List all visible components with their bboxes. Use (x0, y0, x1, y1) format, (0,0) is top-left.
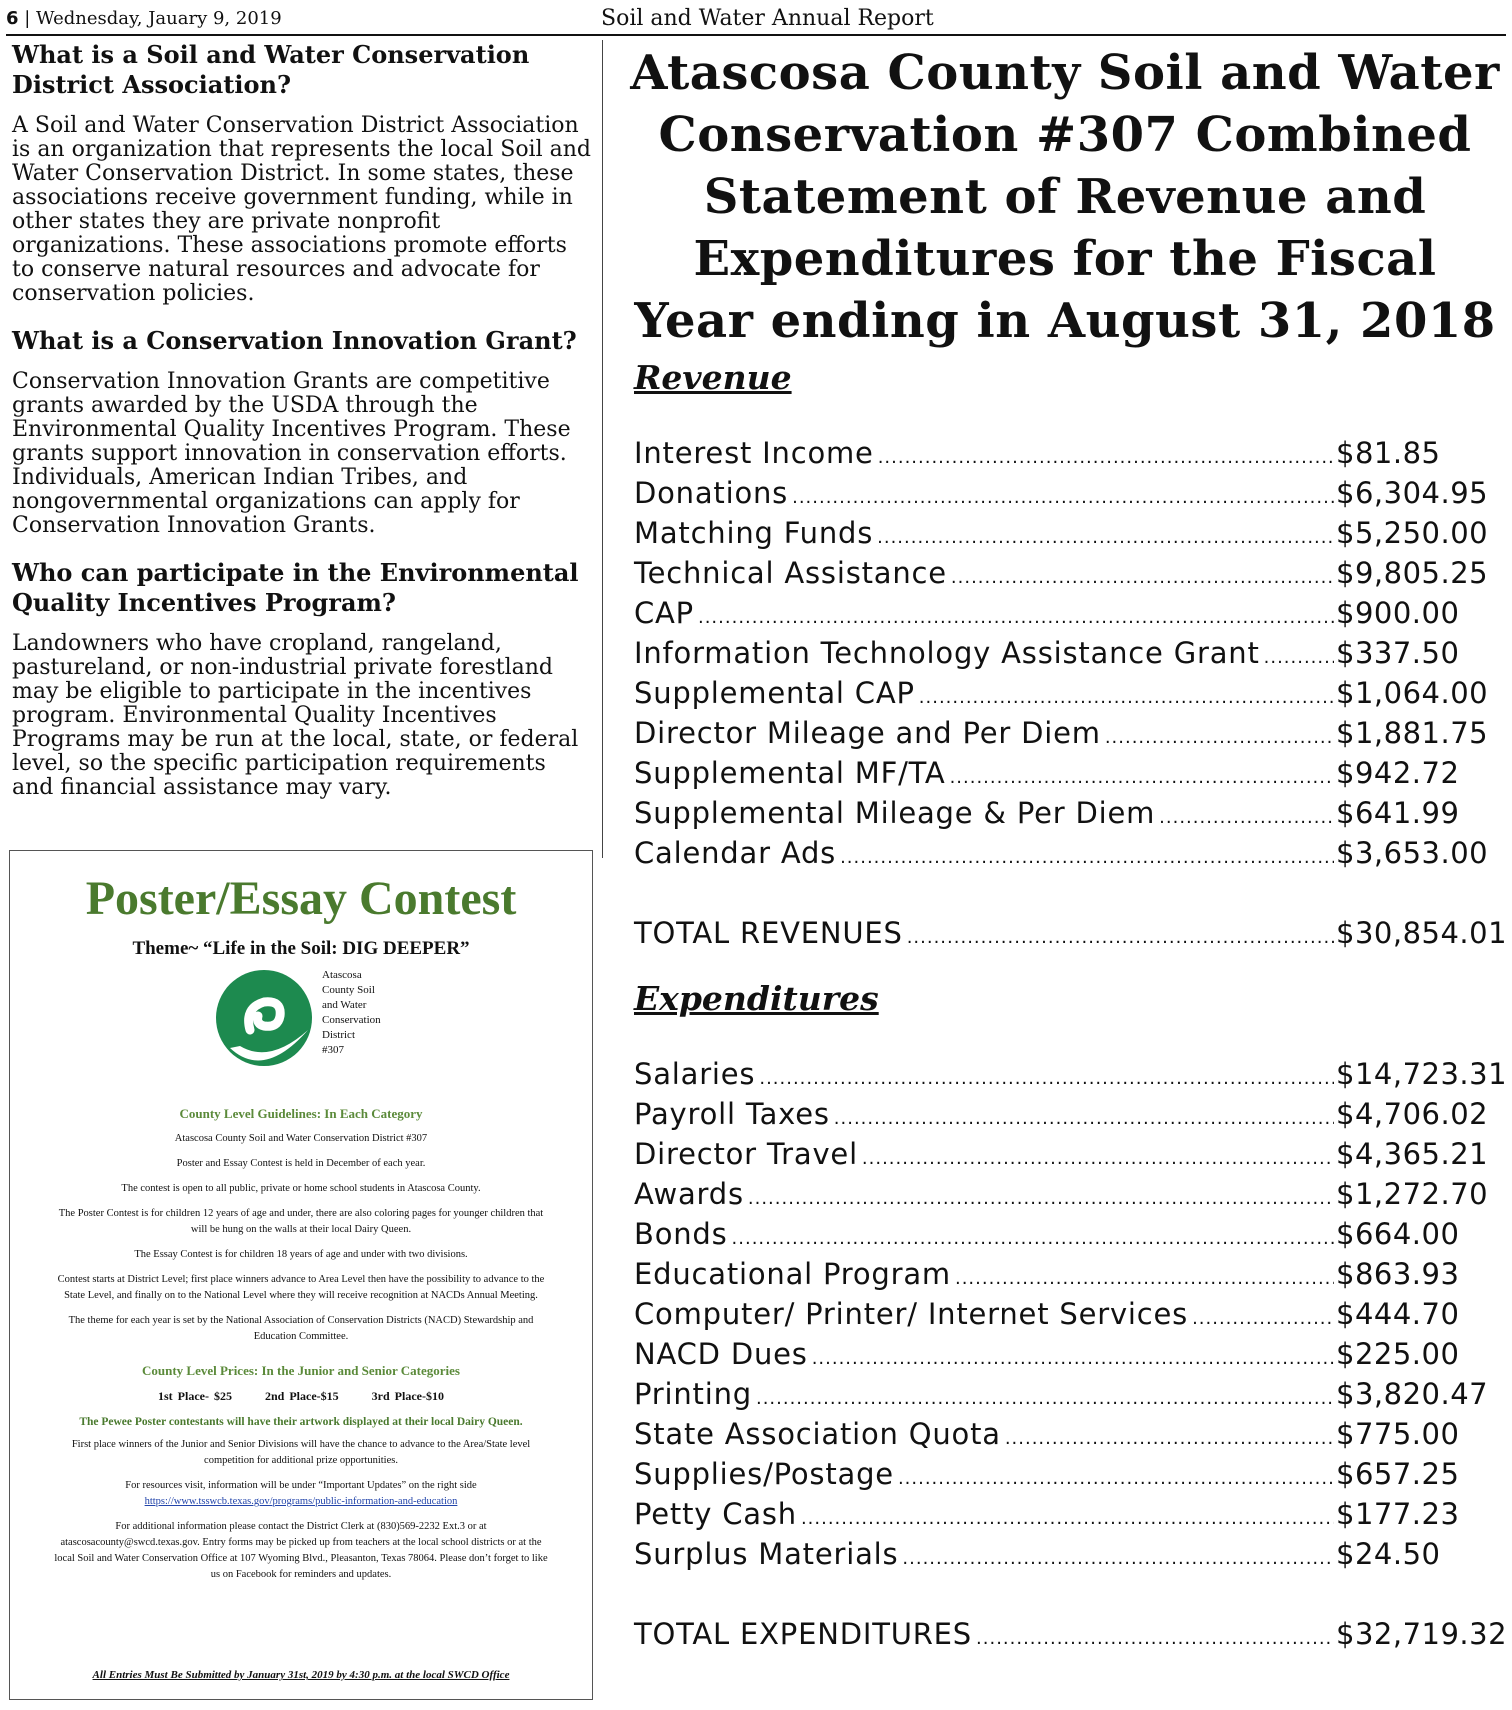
expenditure-row (630, 1094, 1500, 1134)
leader-dots (732, 1214, 1334, 1259)
revenue-row (630, 713, 1500, 753)
logo-line: and Water (322, 999, 367, 1011)
leader-dots (801, 1494, 1334, 1539)
line-item-label: Donations (634, 476, 789, 510)
line-item-amount: $177.23 (1336, 1497, 1460, 1531)
poster-line: Contest starts at District Level; first place winners advance to Area Level then have the possibility to advance to the State Level, and finally on to the National Level where they will receive recognition at NACDs Annual Meeting. (57, 1274, 545, 1301)
logo-caption (322, 968, 381, 1058)
line-item-amount: $4,706.02 (1336, 1097, 1489, 1131)
guidelines-heading: County Level Guidelines: In Each Category (179, 1106, 423, 1121)
line-item-amount: $225.00 (1336, 1337, 1460, 1371)
total-amount: $30,854.01 (1336, 916, 1508, 950)
line-item-label: Educational Program (634, 1257, 951, 1291)
line-item-amount: $1,272.70 (1336, 1177, 1489, 1211)
masthead (6, 4, 1506, 36)
expenditure-row (630, 1414, 1500, 1454)
line-item-amount: $1,881.75 (1336, 716, 1489, 750)
leader-dots (907, 913, 1334, 958)
expenditure-row (630, 1534, 1500, 1574)
line-item-label: Payroll Taxes (634, 1097, 830, 1131)
leader-dots (759, 1054, 1334, 1099)
line-item-label: NACD Dues (634, 1337, 808, 1371)
faq-column (12, 40, 592, 820)
line-item-amount: $664.00 (1336, 1217, 1460, 1251)
poster-line: The Essay Contest is for children 18 years of age and under with two divisions. (134, 1249, 468, 1260)
leader-dots (950, 753, 1334, 798)
revenue-row (630, 833, 1500, 873)
leader-dots (955, 1254, 1334, 1299)
line-item-label: Interest Income (634, 436, 874, 470)
logo-line: District (322, 1029, 355, 1041)
expenditure-row (630, 1054, 1508, 1094)
line-item-amount: $81.85 (1336, 436, 1441, 470)
logo-line: Conservation (322, 1014, 381, 1026)
line-item-amount: $6,304.95 (1336, 476, 1489, 510)
leader-dots (1159, 793, 1334, 838)
leader-dots (1192, 1294, 1334, 1339)
prize-third: 3rd Place-$10 (371, 1389, 444, 1403)
leader-dots (1005, 1414, 1334, 1459)
leader-dots (1264, 633, 1334, 678)
contest-poster (9, 850, 593, 1700)
resources-link[interactable]: https://www.tsswcb.texas.gov/programs/public-information-and-education (144, 1496, 458, 1507)
section-title: Soil and Water Annual Report (601, 6, 934, 31)
expenditure-row (630, 1174, 1500, 1214)
revenue-row (630, 553, 1500, 593)
expenditure-row (630, 1374, 1500, 1414)
article-heading: What is a Soil and Water Conservation District Association? (12, 40, 530, 99)
leader-dots (748, 1174, 1334, 1219)
logo-line: #307 (322, 1044, 344, 1056)
leader-dots (902, 1534, 1334, 1579)
poster-line: The theme for each year is set by the National Association of Conservation Districts (NACD) Stewardship and Education Committee. (68, 1315, 534, 1342)
leader-dots (898, 1454, 1334, 1499)
expenditure-row (630, 1334, 1500, 1374)
line-item-label: Awards (634, 1177, 744, 1211)
article-body: Conservation Innovation Grants are competitive grants awarded by the USDA through the Environmental Quality Incentives Program. These grants support innovation in conservation efforts. Individuals, American Indian Tribes, and nongovernmental organizations can apply for Conservation Innovation Grants. (12, 369, 571, 538)
revenue-heading: Revenue (634, 358, 792, 397)
line-item-amount: $24.50 (1336, 1537, 1441, 1571)
leader-dots (698, 593, 1334, 638)
revenue-list (630, 433, 1500, 873)
resources-note (50, 1478, 552, 1510)
revenue-row (630, 593, 1500, 633)
prize-first: 1st Place- $25 (158, 1389, 232, 1403)
line-item-amount: $337.50 (1336, 636, 1460, 670)
poster-line: The Poster Contest is for children 12 years of age and under, there are also coloring pages for younger children that will be hung on the walls at their local Dairy Queen. (58, 1208, 544, 1235)
line-item-label: Director Mileage and Per Diem (634, 716, 1101, 750)
prize-second: 2nd Place-$15 (265, 1389, 339, 1403)
line-item-label: Salaries (634, 1057, 756, 1091)
poster-line: The contest is open to all public, private or home school students in Atascosa County. (121, 1183, 481, 1194)
revenue-row (630, 433, 1500, 473)
financial-statement (630, 42, 1508, 1654)
expenditure-row (630, 1134, 1500, 1174)
line-item-label: Information Technology Assistance Grant (634, 636, 1260, 670)
expenditure-row (630, 1294, 1500, 1334)
revenue-row (630, 793, 1500, 833)
leader-dots (951, 553, 1334, 598)
line-item-label: Computer/ Printer/ Internet Services (634, 1297, 1189, 1331)
column-divider (602, 40, 603, 858)
article-body: Landowners who have cropland, rangeland, pastureland, or non-industrial private forestland may be eligible to participate in the incentives program. Environmental Quality Incentives Programs may be run at the local, state, or federal level, so the specific participation requirements and financial assistance may vary. (12, 631, 579, 800)
prizes-heading: County Level Prices: In the Junior and Senior Categories (141, 1363, 460, 1378)
page-number: 6 (6, 8, 19, 29)
expenditure-row (630, 1214, 1500, 1254)
prize-list (10, 1389, 592, 1404)
line-item-label: Petty Cash (634, 1497, 797, 1531)
expenditure-row (630, 1454, 1500, 1494)
line-item-label: Bonds (634, 1217, 728, 1251)
poster-line: Atascosa County Soil and Water Conservation District #307 (174, 1133, 428, 1144)
leader-dots (840, 833, 1334, 878)
expenditure-row (630, 1494, 1500, 1534)
masthead-page-date: 6 | Wednesday, Jauary 9, 2019 (6, 8, 282, 29)
total-expenditures-row (630, 1614, 1508, 1654)
poster-title: Poster/Essay Contest (85, 872, 517, 925)
line-item-amount: $641.99 (1336, 796, 1460, 830)
line-item-amount: $14,723.31 (1336, 1057, 1508, 1091)
line-item-label: Technical Assistance (634, 556, 947, 590)
line-item-label: Supplemental MF/TA (634, 756, 946, 790)
resources-text: For resources visit, information will be under “Important Updates” on the right side (125, 1480, 477, 1491)
line-item-label: Matching Funds (634, 516, 874, 550)
line-item-label: Supplemental Mileage & Per Diem (634, 796, 1156, 830)
leader-dots (834, 1094, 1334, 1139)
total-revenues-row (630, 913, 1508, 953)
revenue-row (630, 633, 1500, 673)
advance-note: First place winners of the Junior and Senior Divisions will have the chance to advance to the Area/State level competition for additional prize opportunities. (71, 1439, 531, 1466)
line-item-label: State Association Quota (634, 1417, 1001, 1451)
leader-dots (877, 513, 1334, 558)
leader-dots (919, 673, 1334, 718)
line-item-label: Supplies/Postage (634, 1457, 894, 1491)
line-item-amount: $4,365.21 (1336, 1137, 1489, 1171)
line-item-amount: $444.70 (1336, 1297, 1460, 1331)
line-item-amount: $657.25 (1336, 1457, 1460, 1491)
leader-dots (792, 473, 1334, 518)
line-item-amount: $1,064.00 (1336, 676, 1489, 710)
deadline-note: All Entries Must Be Submitted by January 31st, 2019 by 4:30 p.m. at the local SWCD Office (92, 1669, 510, 1681)
line-item-label: CAP (634, 596, 694, 630)
leader-dots (862, 1134, 1334, 1179)
expenditure-row (630, 1254, 1500, 1294)
statement-title: Atascosa County Soil and Water Conservation #307 Combined Statement of Revenue and Expenditures for the Fiscal Year ending in August 31, 2018 (630, 45, 1500, 349)
district-logo (10, 968, 592, 1088)
revenue-row (630, 473, 1500, 513)
swcd-logo-icon (210, 968, 318, 1080)
line-item-amount: $863.93 (1336, 1257, 1460, 1291)
line-item-label: Printing (634, 1377, 752, 1411)
expenditures-list (630, 1054, 1508, 1574)
total-amount: $32,719.32 (1336, 1617, 1508, 1651)
poster-theme: Theme~ “Life in the Soil: DIG DEEPER” (132, 938, 470, 959)
revenue-row (630, 753, 1500, 793)
leader-dots (1105, 713, 1334, 758)
leader-dots (976, 1614, 1334, 1659)
issue-date: Wednesday, Jauary 9, 2019 (36, 8, 282, 29)
article-body: A Soil and Water Conservation District Association is an organization that represents the local Soil and Water Conservation District. In some states, these associations receive government funding, while in other states they are private nonprofit organizations. These associations promote efforts to conserve natural resources and advocate for conservation policies. (12, 113, 591, 306)
poster-line: Poster and Essay Contest is held in December of each year. (176, 1158, 426, 1169)
line-item-amount: $775.00 (1336, 1417, 1460, 1451)
leader-dots (812, 1334, 1334, 1379)
revenue-row (630, 673, 1500, 713)
line-item-label: Supplemental CAP (634, 676, 915, 710)
line-item-amount: $942.72 (1336, 756, 1460, 790)
leader-dots (878, 433, 1334, 478)
article-heading: Who can participate in the Environmental Quality Incentives Program? (12, 558, 579, 617)
total-label: TOTAL REVENUES (634, 916, 903, 950)
logo-line: Atascosa (322, 969, 362, 981)
logo-line: County Soil (322, 984, 375, 996)
article-heading: What is a Conservation Innovation Grant? (12, 326, 577, 355)
leader-dots (756, 1374, 1334, 1419)
line-item-amount: $5,250.00 (1336, 516, 1489, 550)
line-item-label: Director Travel (634, 1137, 858, 1171)
line-item-amount: $9,805.25 (1336, 556, 1489, 590)
line-item-label: Calendar Ads (634, 836, 837, 870)
line-item-label: Surplus Materials (634, 1537, 899, 1571)
revenue-row (630, 513, 1500, 553)
line-item-amount: $3,820.47 (1336, 1377, 1489, 1411)
contact-note: For additional information please contact the District Clerk at (830)569-2232 Ext.3 or at atascosacounty@swcd.texas.gov. Entry forms may be picked up from teachers at the local school districts or at the local Soil and Water Conservation Office at 107 Wyoming Blvd., Pleasanton, Texas 78064. Please don’t forget to like us on Facebook for reminders and updates. (54, 1521, 548, 1580)
line-item-amount: $900.00 (1336, 596, 1460, 630)
total-label: TOTAL EXPENDITURES (634, 1617, 973, 1651)
expenditures-heading: Expenditures (634, 979, 879, 1018)
pewee-note: The Pewee Poster contestants will have their artwork displayed at their local Dairy Queen. (79, 1416, 523, 1428)
line-item-amount: $3,653.00 (1336, 836, 1489, 870)
